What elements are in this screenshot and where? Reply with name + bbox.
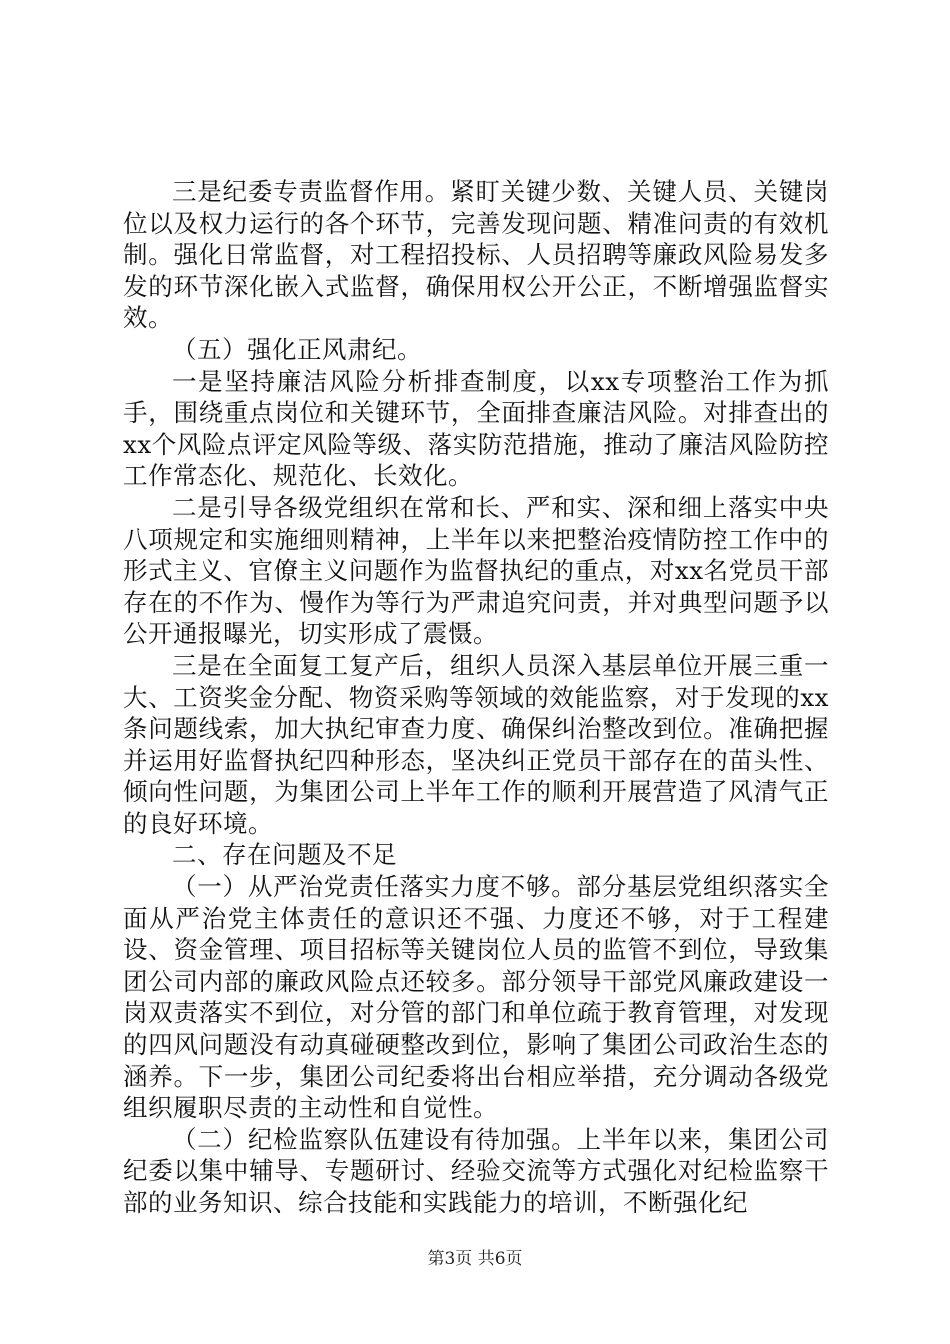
paragraph-problem-two: （二）纪检监察队伍建设有待加强。上半年以来，集团公司纪委以集中辅导、专题研讨、经验交流等方式强化对纪检监察干部的业务知识、综合技能和实践能力的培训，不断强化纪	[123, 1124, 829, 1217]
paragraph-supervision-role: 三是纪委专责监督作用。紧盯关键少数、关键人员、关键岗位以及权力运行的各个环节，完善发现问题、精准问责的有效机制。强化日常监督，对工程招投标、人员招聘等廉政风险易发多发的环节深化嵌入式监督，确保用权公开公正，不断增强监督实效。	[123, 177, 829, 333]
paragraph-eight-rules: 二是引导各级党组织在常和长、严和实、深和细上落实中央八项规定和实施细则精神，上半年以来把整治疫情防控工作中的形式主义、官僚主义问题作为监督执纪的重点，对xx名党员干部存在的不作为、慢作为等行为严肃追究问责，并对典型问题予以公开通报曝光，切实形成了震慑。	[123, 492, 829, 649]
section-heading-five: （五）强化正风肃纪。	[172, 334, 422, 364]
page-footer: 第3页 共6页	[427, 1249, 523, 1269]
paragraph-efficiency-supervision: 三是在全面复工复产后，组织人员深入基层单位开展三重一大、工资奖金分配、物资采购等领域的效能监察，对于发现的xx条问题线索，加大执纪审查力度、确保纠治整改到位。准确把握并运用好监督执纪四种形态，坚决纠正党员干部存在的苗头性、倾向性问题，为集团公司上半年工作的顺利开展营造了风清气正的良好环境。	[123, 650, 829, 838]
paragraph-risk-check: 一是坚持廉洁风险分析排查制度，以xx专项整治工作为抓手，围绕重点岗位和关键环节，全面排查廉洁风险。对排查出的xx个风险点评定风险等级、落实防范措施，推动了廉洁风险防控工作常态化、规范化、长效化。	[123, 366, 829, 491]
section-heading-problems: 二、存在问题及不足	[172, 840, 397, 870]
paragraph-problem-one: （一）从严治党责任落实力度不够。部分基层党组织落实全面从严治党主体责任的意识还不强、力度还不够，对于工程建设、资金管理、项目招标等关键岗位人员的监管不到位，导致集团公司内部的廉政风险点还较多。部分领导干部党风廉政建设一岗双责落实不到位，对分管的部门和单位疏于教育管理，对发现的四风问题没有动真碰硬整改到位，影响了集团公司政治生态的涵养。下一步，集团公司纪委将出台相应举措，充分调动各级党组织履职尽责的主动性和自觉性。	[123, 872, 829, 1123]
document-body	[123, 176, 829, 1219]
